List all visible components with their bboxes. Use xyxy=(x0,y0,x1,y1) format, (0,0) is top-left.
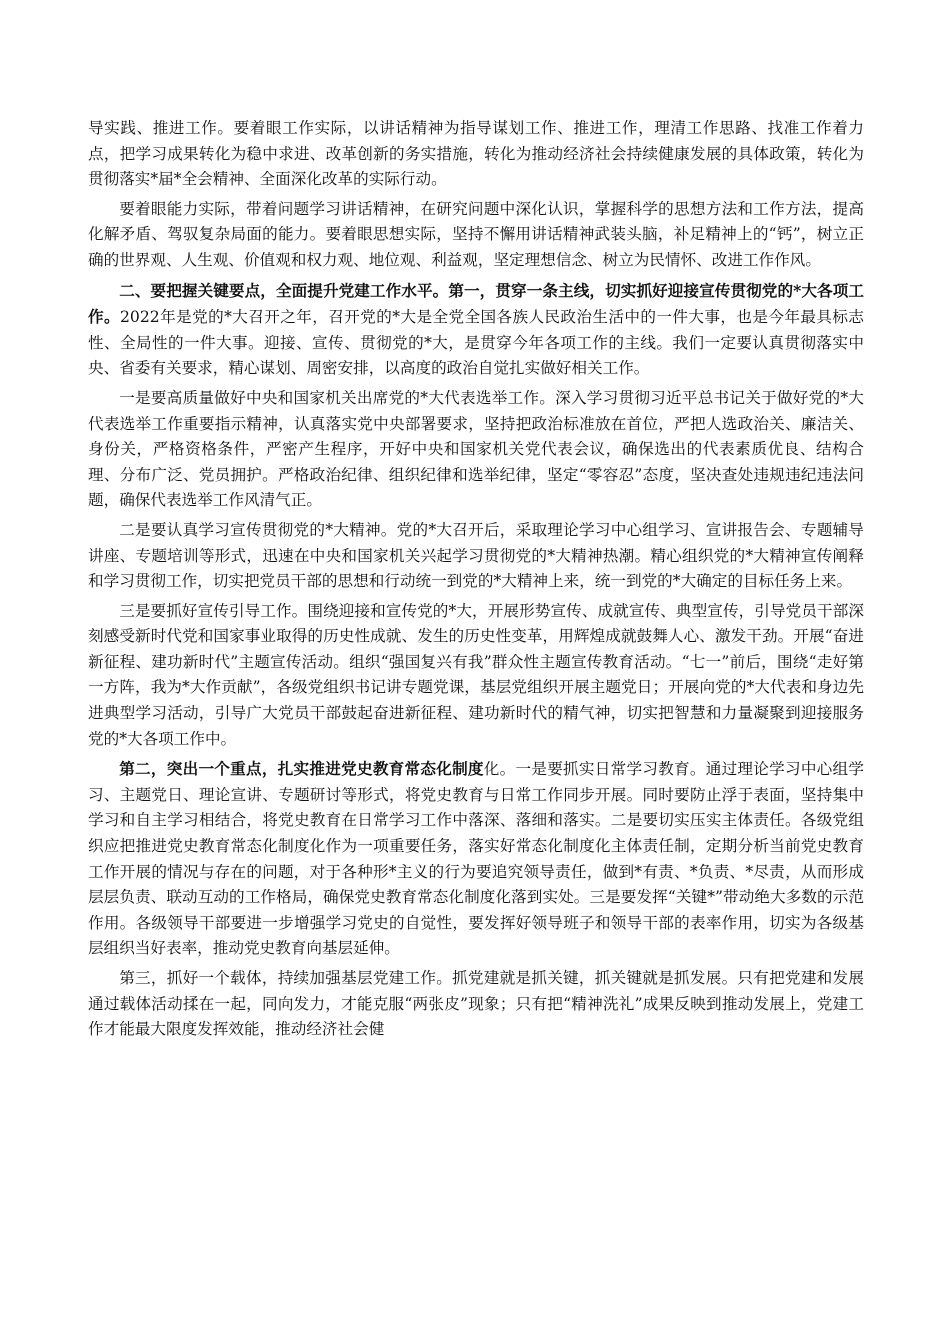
paragraph-4 xyxy=(88,386,864,514)
paragraph-5-text: 二是要认真学习宣传贯彻党的*大精神。党的*大召开后，采取理论学习中心组学习、宣讲报告会、专题辅导讲座、专题培训等形式，迅速在中央和国家机关兴起学习贯彻党的*大精神热潮。精心组织党的*大精神宣传阐释和学习贯彻工作，切实把党员干部的思想和行动统一到党的*大精神上来，统一到党的*大确定的目标任务上来。 xyxy=(88,520,864,591)
paragraph-1-text: 导实践、推进工作。要着眼工作实际，以讲话精神为指导谋划工作、推进工作，理清工作思路、找准工作着力点，把学习成果转化为稳中求进、改革创新的务实措施，转化为推动经济社会持续健康发展的具体政策，转化为贯彻落实*届*全会精神、全面深化改革的实际行动。 xyxy=(88,119,864,189)
paragraph-3-text: 2022年是党的*大召开之年，召开党的*大是全党全国各族人民政治生活中的一件大事，也是今年最具标志性、全局性的一件大事。迎接、宣传、贯彻党的*大，是贯穿今年各项工作的主线。我们一定要认真贯彻落实中央、省委有关要求，精心谋划、周密安排，以高度的政治自觉扎实做好相关工作。 xyxy=(88,308,864,378)
paragraph-6-text: 三是要抓好宣传引导工作。围绕迎接和宣传党的*大，开展形势宣传、成就宣传、典型宣传，引导党员干部深刻感受新时代党和国家事业取得的历史性成就、发生的历史性变革，用辉煌成就鼓舞人心、激发干劲。开展“奋进新征程、建功新时代”主题宣传活动。组织“强国复兴有我”群众性主题宣传教育活动。“七一”前后，围绕“走好第一方阵，我为*大作贡献”，各级党组织书记讲专题党课，基层党组织开展主题党日；开展向党的*大代表和身边先进典型学习活动，引导广大党员干部鼓起奋进新征程、建功新时代的精气神，切实把智慧和力量凝聚到迎接服务党的*大各项工作中。 xyxy=(88,601,864,748)
paragraph-2-text: 要着眼能力实际，带着问题学习讲话精神，在研究问题中深化认识，掌握科学的思想方法和工作方法，提高化解矛盾、驾驭复杂局面的能力。要着眼思想实际，坚持不懈用讲话精神武装头脑，补足精神上的“钙”，树立正确的世界观、人生观、价值观和权力观、地位观、利益观，坚定理想信念、树立为民情怀、改进工作作风。 xyxy=(88,199,864,269)
paragraph-4-text: 一是要高质量做好中央和国家机关出席党的*大代表选举工作。深入学习贯彻习近平总书记关于做好党的*大代表选举工作重要指示精神，认真落实党中央部署要求，坚持把政治标准放在首位，严把人选政治关、廉洁关、身份关，严格资格条件，严密产生程序，开好中央和国家机关党代表会议，确保选出的代表素质优良、结构合理、分布广泛、党员拥护。严格政治纪律、组织纪律和选举纪律，坚定“零容忍”态度，坚决查处违规违纪违法问题，确保代表选举工作风清气正。 xyxy=(88,388,864,510)
paragraph-5 xyxy=(88,518,864,595)
paragraph-7-text: 化。一是要抓实日常学习教育。通过理论学习中心组学习、主题党日、理论宣讲、专题研讨等形式，将党史教育与日常工作同步开展。同时要防止浮于表面，坚持集中学习和自主学习相结合，将党史教育在日常学习工作中落深、落细和落实。二是要切实压实主体责任。各级党组织应把推进党史教育常态化制度化作为一项重要任务，落实好常态化制度化主体责任制，定期分析当前党史教育工作开展的情况与存在的问题，对于各种形*主义的行为要追究领导责任，做到*有责、*负责、*尽责，从而形成层层负责、联动互动的工作格局，确保党史教育常态化制度化落到实处。三是要发挥“关键*”带动绝大多数的示范作用。各级领导干部要进一步增强学习党史的自觉性，要发挥好领导班子和领导干部的表率作用，切实为各级基层组织当好表率，推动党史教育向基层延伸。 xyxy=(88,760,864,958)
second-point-heading: 第二，突出一个重点，扎实推进党史教育常态化制度 xyxy=(119,759,484,779)
section-two-heading: 二、要把握关键要点，全面提升党建工作水平。第一，贯穿一条主线，切实抓好迎接宣传贯彻党的*大各项工作。 xyxy=(88,280,864,327)
paragraph-8 xyxy=(88,966,864,1043)
paragraph-3-section-heading xyxy=(88,278,864,382)
paragraph-1 xyxy=(88,116,864,193)
paragraph-2 xyxy=(88,197,864,274)
document-page xyxy=(88,116,864,1043)
paragraph-6 xyxy=(88,599,864,753)
paragraph-7-second-point xyxy=(88,756,864,962)
paragraph-8-text: 第三，抓好一个载体，持续加强基层党建工作。抓党建就是抓关键，抓关键就是抓发展。只有把党建和发展通过载体活动揉在一起，同向发力，才能克服“两张皮”现象；只有把“精神洗礼”成果反映到推动发展上，党建工作才能最大限度发挥效能，推动经济社会健 xyxy=(88,969,864,1039)
